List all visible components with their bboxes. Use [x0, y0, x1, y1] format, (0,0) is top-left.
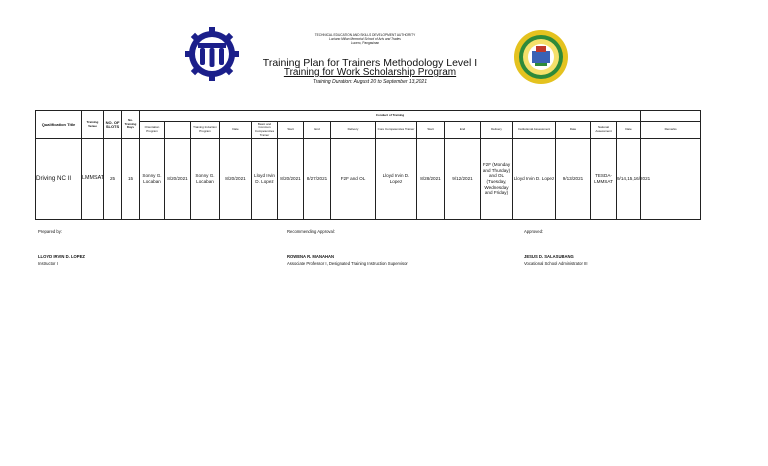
authority-name: TECHNICAL EDUCATION AND SKILLS DEVELOPMENT AUTHORITY — [314, 33, 416, 37]
cell-basic-delivery: F2F and OL — [331, 139, 376, 220]
subheader-core-delivery: Delivery — [481, 122, 513, 139]
subheader-basic-end: End — [304, 122, 331, 139]
cell-basic-start: 8/20/2021 — [278, 139, 304, 220]
page-subtitle: Training for Work Scholarship Program — [283, 67, 457, 78]
cell-qualification: Driving NC II — [36, 139, 82, 220]
cell-nat-assessor: TESDA-LMMSAT — [591, 139, 617, 220]
header-no-training-days: No. Training Days — [122, 111, 140, 139]
training-plan-table — [35, 110, 701, 220]
training-duration: Training Duration: August 20 to September 13,2021 — [313, 79, 427, 85]
subheader-core-end: End — [445, 122, 481, 139]
recommending-name: ROWENA R. MANAHAN — [287, 254, 335, 259]
cell-orientation-date: 8/20/2021 — [165, 139, 191, 220]
cell-core-end: 9/12/2021 — [445, 139, 481, 220]
cell-basic-trainer: Lloyd Irvin D. Lopez — [252, 139, 278, 220]
header-conduct-of-training: Conduct of Training — [140, 111, 641, 122]
cell-venue: LMMSAT — [82, 139, 104, 220]
cell-core-start: 8/28/2021 — [417, 139, 445, 220]
cell-induction: Sonny G. Locaban — [191, 139, 220, 220]
subheader-induction-date: Date — [220, 122, 252, 139]
subheader-orientation-spacer — [165, 122, 191, 139]
cell-days: 15 — [122, 139, 140, 220]
subheader-core-start: Start — [417, 122, 445, 139]
page-title: Training Plan for Trainers Methodology Level I — [262, 57, 478, 69]
subheader-institutional-assessment: Institutional Assessment — [513, 122, 556, 139]
cell-inst-assessor: Lloyd Irvin D. Lopez — [513, 139, 556, 220]
school-seal-logo — [508, 28, 574, 86]
tesda-logo — [184, 26, 240, 82]
approved-position: Vocational School Administrator III — [524, 261, 588, 266]
school-location: Lucero, Pangasinan — [350, 41, 380, 45]
subheader-national-assessment: National Assessment — [591, 122, 617, 139]
cell-core-trainer: Lloyd Irvin D. Lopez — [376, 139, 417, 220]
header-no-of-slots: NO. OF SLOTS — [104, 111, 122, 139]
subheader-induction: Training Induction Program — [191, 122, 220, 139]
prepared-position: Instructor I — [38, 261, 58, 266]
recommending-label: Recommending Approval: — [287, 229, 335, 234]
cell-nat-date: 9/14,15,16/2021 — [617, 139, 641, 220]
approved-name: JESUS D. SALASUBANG — [524, 254, 574, 259]
subheader-basic-trainer: Basic and Common Competencies Trainer — [252, 122, 278, 139]
recommending-position: Associate Professor I, Designated Training Instruction Supervisor — [287, 261, 408, 266]
header-remarks: Remarks — [641, 122, 701, 139]
cell-induction-date: 8/20/2021 — [220, 139, 252, 220]
cell-core-delivery: F2F (Monday and Thurday) and OL (Tuesday, Wednesday and Friday) — [481, 139, 513, 220]
subheader-national-date: Date — [617, 122, 641, 139]
cell-basic-end: 8/27/2021 — [304, 139, 331, 220]
prepared-by-label: Prepared by: — [38, 229, 62, 234]
cell-slots: 25 — [104, 139, 122, 220]
cell-inst-date: 9/13/2021 — [556, 139, 591, 220]
header-training-venue: Training Venue — [82, 111, 104, 139]
table-row — [36, 139, 701, 220]
cell-orientation: Sonny G. Locaban — [140, 139, 165, 220]
prepared-name: LLOYD IRVIN D. LOPEZ — [38, 254, 85, 259]
header-qualification-title: Qualification Title — [36, 111, 82, 139]
header-blank — [641, 111, 701, 122]
subheader-basic-start: Start — [278, 122, 304, 139]
subheader-basic-delivery: Delivery — [331, 122, 376, 139]
subheader-orientation: Orientation Program — [140, 122, 165, 139]
school-name: Luciano Millan Memorial School of Arts and Trades — [329, 37, 401, 41]
subheader-institutional-date: Date — [556, 122, 591, 139]
subheader-core-trainer: Core Competencies Trainer — [376, 122, 417, 139]
approved-label: Approved: — [524, 229, 544, 234]
